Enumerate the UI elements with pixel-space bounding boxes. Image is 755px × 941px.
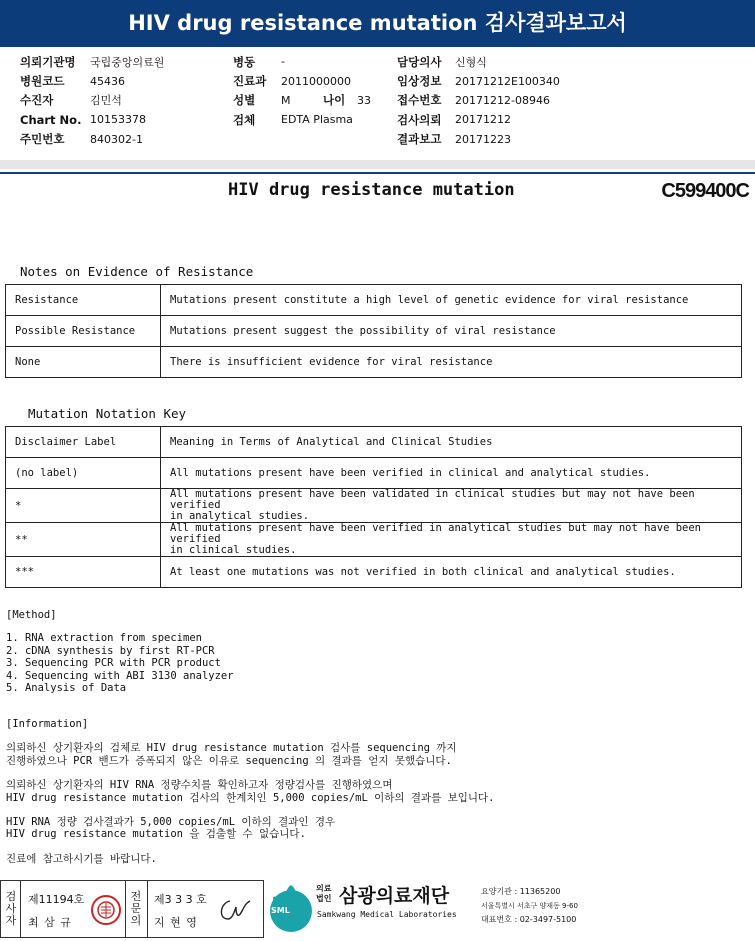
evidence-label: None	[6, 347, 161, 378]
info-value: M	[281, 93, 291, 107]
patient-info-column-2	[233, 52, 371, 130]
notation-table	[5, 426, 742, 588]
info-value: 840302-1	[90, 132, 143, 146]
separator	[147, 881, 148, 937]
org-contact	[481, 885, 578, 927]
org-prefix-line: 의료	[316, 884, 332, 893]
logo-text: SML	[271, 906, 290, 915]
info-label: 임상정보	[397, 74, 442, 89]
notation-label: (no label)	[6, 458, 161, 489]
info-value: EDTA Plasma	[281, 113, 353, 127]
signature-icon	[216, 895, 256, 925]
divider-gray	[0, 160, 755, 169]
information-heading: [Information]	[6, 718, 89, 730]
notation-text	[161, 427, 742, 458]
info-value: 국립중앙의료원	[90, 55, 165, 69]
info-value: 20171212E100340	[455, 74, 560, 88]
notation-label: *	[6, 489, 161, 523]
info-row-patient-name	[20, 91, 164, 110]
notation-text	[161, 458, 742, 489]
notation-label: ***	[6, 557, 161, 588]
info-row-report-date	[397, 130, 560, 149]
specialist-name: 지 현 영	[154, 916, 198, 929]
information-section	[6, 718, 495, 865]
info-row-clinical-info	[397, 71, 560, 90]
evidence-label: Resistance	[6, 285, 161, 316]
info-row-request-date	[397, 110, 560, 129]
info-value: 45436	[90, 74, 125, 88]
info-row-chart-no	[20, 110, 164, 129]
info-label: 접수번호	[397, 93, 442, 108]
info-value: 20171223	[455, 132, 511, 146]
notation-line: in analytical studies.	[170, 510, 310, 522]
report-code: C599400C	[661, 180, 749, 202]
patient-info-column-1	[20, 52, 164, 149]
specialist-label-char: 전	[130, 890, 142, 903]
info-paragraph-line: HIV RNA 정량 검사결과가 5,000 copies/mL 이하의 결과인 경우	[6, 816, 336, 829]
info-label: 주민번호	[20, 132, 65, 147]
notation-line: At least one mutations was not verified in both clinical and analytical studies.	[170, 566, 676, 578]
age-label: 나이	[323, 93, 346, 108]
method-step: 5. Analysis of Data	[6, 682, 127, 695]
notation-text	[161, 557, 742, 588]
signature-box	[0, 880, 264, 938]
examiner-label	[3, 891, 19, 927]
info-row-doctor	[397, 52, 560, 71]
report-footer	[0, 877, 755, 941]
specialist-label	[128, 891, 144, 927]
info-value: 20171212-08946	[455, 93, 550, 107]
info-value: -	[281, 55, 285, 69]
notation-line: All mutations present have been validated in clinical studies but may not have been verified	[170, 488, 695, 511]
info-value: 신형식	[455, 55, 487, 69]
specialist-label-char: 의	[130, 914, 142, 927]
method-step: 2. cDNA synthesis by first RT-PCR	[6, 644, 215, 657]
info-label: 병동	[233, 54, 256, 69]
method-step: 1. RNA extraction from specimen	[6, 632, 202, 645]
org-english-name: Samkwang Medical Laboratories	[317, 910, 457, 919]
evidence-text: Mutations present constitute a high level of genetic evidence for viral resistance	[161, 285, 742, 316]
examiner-label-char: 사	[5, 902, 17, 915]
age-value: 33	[357, 93, 371, 107]
info-value: 20171212	[455, 113, 511, 127]
info-label: 의뢰기관명	[20, 54, 76, 69]
info-label: 성별	[233, 93, 256, 108]
info-value: 10153378	[90, 113, 146, 127]
table-row	[6, 523, 742, 557]
specialist-label-char: 문	[130, 902, 142, 915]
notation-text	[161, 523, 742, 557]
info-row-resident-no	[20, 130, 164, 149]
notation-line: All mutations present have been verified in analytical studies but may not have been verified	[170, 522, 702, 545]
separator	[20, 881, 21, 937]
info-label: 담당의사	[397, 54, 442, 69]
table-row	[6, 458, 742, 489]
evidence-label: Possible Resistance	[6, 316, 161, 347]
info-paragraph-line: 의뢰하신 상기환자의 HIV RNA 정량수치를 확인하고자 정량검사를 진행하였으며	[6, 779, 393, 792]
separator	[125, 881, 126, 937]
info-paragraph-line: 진료에 참고하시기를 바랍니다.	[6, 852, 157, 865]
table-row	[6, 285, 742, 316]
info-row-sex-age	[233, 91, 371, 110]
table-row	[6, 316, 742, 347]
info-label: 병원코드	[20, 74, 65, 89]
specialist-license: 제3 3 3 호	[154, 893, 207, 906]
report-title: HIV drug resistance mutation	[228, 180, 515, 200]
info-label: 결과보고	[397, 132, 442, 147]
examiner-label-char: 검	[5, 890, 17, 903]
examiner-seal-icon	[91, 895, 121, 925]
evidence-section-title: Notes on Evidence of Resistance	[20, 264, 254, 279]
patient-info	[0, 50, 755, 160]
info-paragraph-line: HIV drug resistance mutation 을 검출할 수 없습니다.	[6, 828, 306, 841]
table-row	[6, 489, 742, 523]
info-label: 진료과	[233, 74, 267, 89]
org-prefix	[316, 884, 331, 904]
notation-text	[161, 489, 742, 523]
notation-label: **	[6, 523, 161, 557]
notation-line: in clinical studies.	[170, 544, 297, 556]
divider-blue	[0, 172, 755, 174]
info-label: 검체	[233, 112, 256, 127]
table-row	[6, 557, 742, 588]
notation-section-title: Mutation Notation Key	[28, 406, 187, 421]
patient-info-column-3	[397, 52, 560, 149]
examiner-name: 최 삼 규	[28, 916, 72, 929]
info-paragraph-line: HIV drug resistance mutation 검사의 한계치인 5,000 copies/mL 이하의 결과를 보입니다.	[6, 791, 495, 804]
info-label: Chart No.	[20, 112, 82, 127]
contact-line: 서울특별시 서초구 양재동 9-60	[481, 902, 578, 910]
notation-label: Disclaimer Label	[6, 427, 161, 458]
info-paragraph-line: 진행하였으나 PCR 밴드가 증폭되지 않은 이유로 sequencing 의 결과를 얻지 못했습니다.	[6, 754, 452, 767]
method-section	[6, 609, 234, 694]
info-label: 수진자	[20, 93, 54, 108]
report-banner-title: HIV drug resistance mutation 검사결과보고서	[0, 0, 755, 47]
org-prefix-line: 법인	[316, 894, 332, 903]
info-row-ward	[233, 52, 371, 71]
examiner-label-char: 자	[5, 914, 17, 927]
info-label: 검사의뢰	[397, 112, 442, 127]
notation-line: All mutations present have been verified in clinical and analytical studies.	[170, 467, 651, 479]
contact-line: 대표번호 : 02-3497-5100	[481, 915, 577, 924]
evidence-text: There is insufficient evidence for viral resistance	[161, 347, 742, 378]
evidence-table	[5, 284, 742, 378]
info-row-receipt-no	[397, 91, 560, 110]
info-value: 김민석	[90, 94, 122, 108]
info-row-institution	[20, 52, 164, 71]
info-row-department	[233, 71, 371, 90]
table-row	[6, 427, 742, 458]
contact-line: 요양기관 : 11365200	[481, 887, 561, 896]
method-step: 3. Sequencing PCR with PCR product	[6, 657, 221, 670]
method-heading: [Method]	[6, 609, 57, 621]
info-paragraph-line: 의뢰하신 상기환자의 검체로 HIV drug resistance mutation 검사를 sequencing 까지	[6, 742, 457, 755]
info-value: 2011000000	[281, 74, 351, 88]
org-name: 삼광의료재단	[339, 885, 450, 907]
table-row	[6, 347, 742, 378]
examiner-license: 제11194호	[28, 893, 85, 906]
info-row-hospital-code	[20, 71, 164, 90]
method-step: 4. Sequencing with ABI 3130 analyzer	[6, 669, 234, 682]
evidence-text: Mutations present suggest the possibility of viral resistance	[161, 316, 742, 347]
info-row-specimen	[233, 110, 371, 129]
notation-line: Meaning in Terms of Analytical and Clinical Studies	[170, 436, 493, 448]
